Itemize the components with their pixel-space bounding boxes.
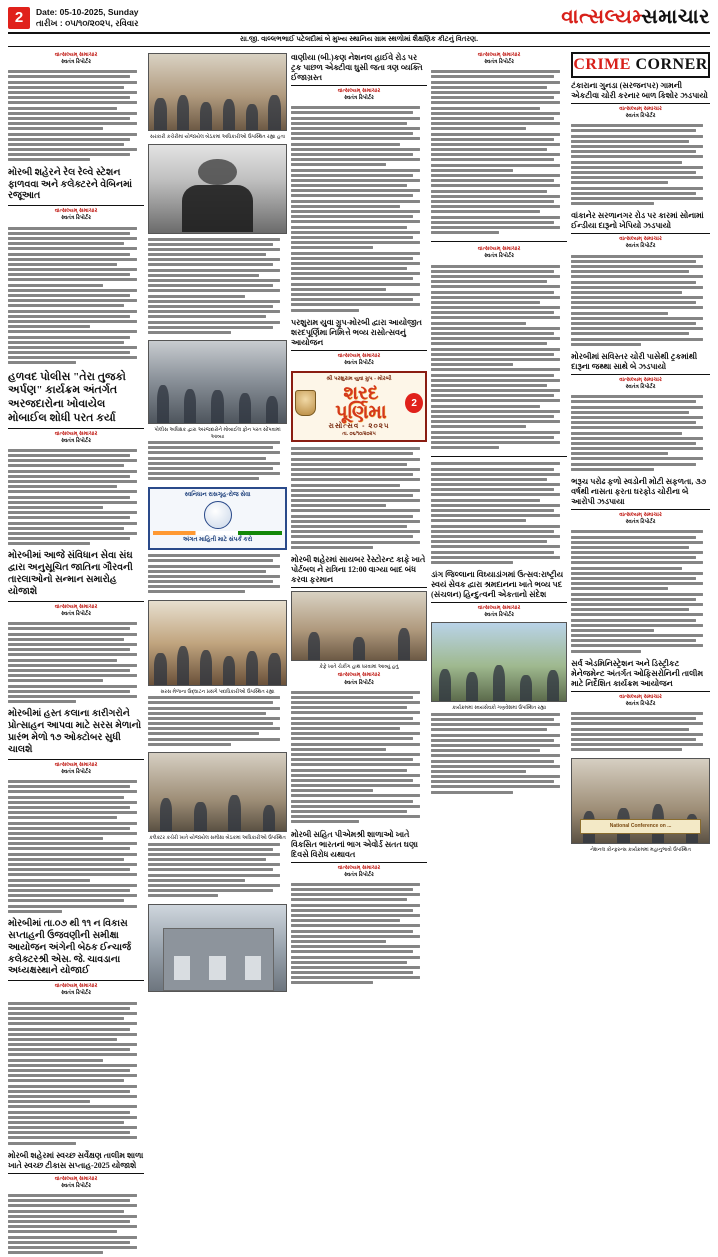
page-number: 2 [8, 7, 30, 29]
byline-line1: વાત્સલ્યમ્ સમાચાર [54, 52, 98, 58]
photo-figure [184, 389, 196, 423]
byline-line2: સ્વતંત્ર રિપોર્ટર [344, 95, 374, 102]
article-headline: મોરબી શહેરને રેલ રેલ્વે સ્ટેશન ફાળવવા અને કલેક્ટરને વેબિનમાં રજૂઆત [8, 168, 144, 207]
photo-figure [466, 672, 478, 701]
temple-icon [295, 390, 317, 416]
photo-caption: કેફે ખાતે ચેકીંગ હાથ ધરવામાં આવ્યું હતું [319, 663, 399, 670]
byline-line1: વાત્સલ્યમ્ સમાચાર [54, 1175, 98, 1182]
article-headline: મોરબીમાં સવિસ્તર ચોરી પાસેથી ટ્રકમાંથી દારૂના જથ્થા સાથે બે ઝડપાયો [571, 352, 710, 375]
title-main: વાત્સલ્યમ્ [561, 6, 642, 28]
byline-line1: વાત્સલ્યમ્ સમાચાર [337, 864, 381, 871]
article-body [431, 712, 567, 797]
photo-figure [493, 665, 505, 701]
byline [431, 605, 567, 619]
photo-caption: સરકારી કચેરીમાં યોજાયેલ બેઠકમાં અધિકારીઓ ઉપસ્થિત રહ્યા હતા [150, 134, 285, 140]
strapline: રાા.જી. વાલ્લભભાઈ પટેલદીમાં બે મુખ્ય સ્થાનિય ગ્રામ સ્થળોમાં શૈક્ષણિક કીટનું વિતરણ. [8, 34, 710, 47]
byline-line2: સ્વતંત્ર રિપોર્ટર [344, 359, 374, 366]
article-body [291, 882, 427, 988]
article-body [148, 842, 287, 901]
byline-line2: સ્વતંત્ર રિપોર્ટર [625, 700, 656, 707]
article-headline: મોરબી શહેરમાં સાયબર રેસ્ટોરન્ટ કાફે ખાતે પોર્ટબલ ને રાત્રિના 12:00 વાગ્યા બાદ બંધ કરવા ફરમાન [291, 555, 427, 588]
byline-line1: વાત્સલ્યમ્ સમાચાર [619, 512, 662, 519]
byline-line2: સ્વતંત્ર રિપોર્ટર [625, 519, 656, 526]
conference-banner: National Conference on ... [580, 819, 700, 834]
byline [8, 431, 144, 445]
article-body [571, 394, 710, 474]
ad-date: તા. ૦૬/૧૦/૨૦૨૫ [342, 431, 376, 438]
photo-caption: કલેક્ટર કચેરી ખાતે યોજાયેલ સમીક્ષા બેઠકમાં અધિકારીઓ ઉપસ્થિત [149, 835, 286, 842]
byline-line1: વાત્સલ્યમ્ સમાચાર [477, 52, 521, 58]
photo-figures [149, 86, 286, 130]
poster-title: સ્વનિધાન રાસગૃહ-રોજ સેવા [184, 491, 251, 498]
column-3 [291, 50, 427, 1005]
column-5 [571, 50, 710, 1005]
byline-line2: સ્વતંત્ર રિપોર્ટર [625, 384, 656, 391]
article-body [148, 553, 287, 597]
article-body [8, 226, 144, 368]
article-body [571, 123, 710, 208]
byline-line2: સ્વતંત્ર રિપોર્ટર [625, 113, 656, 120]
byline-line2: સ્વતંત્ર રિપોર્ટર [61, 1182, 91, 1189]
article-body [571, 711, 710, 755]
article-headline: ભરૂચ પરોઢ ફળો સ્વડોની મોટી સફળતા, ૩૭ વર્ષથી નાસતા ફરતા ઘરફોડ ચોરીના બે આરોપી ઝડપાયા [571, 477, 710, 510]
article-body [148, 695, 287, 749]
byline [8, 762, 144, 776]
ad-row [295, 383, 423, 423]
article-headline: પરશુરામ યુવા ગ્રુપ-મોરબી દ્વારા આયોજીત શરદપૂર્ણિમા નિમિત્તે ભવ્ય રાસોત્સવનું આયોજન [291, 318, 427, 351]
photo-caption: સરસ મેળાના ઉદ્ઘાટન પ્રસંગે પદાધિકારીઓ ઉપસ્થિત રહ્યા [160, 688, 275, 695]
photo-figure [194, 802, 206, 831]
byline [291, 353, 427, 367]
byline-line1: વાત્સલ્યમ્ સમાચાર [337, 672, 381, 679]
article-body [291, 690, 427, 827]
byline [571, 512, 710, 526]
article-body [291, 446, 427, 552]
ad-top-line: શ્રી પરશુરામ યુવા ગ્રુપ - મોરબી [326, 376, 392, 383]
divider [431, 241, 567, 242]
byline-line2: સ્વતંત્ર રિપોર્ટર [61, 611, 91, 618]
column-4 [431, 50, 567, 1005]
masthead [8, 6, 710, 34]
article-body [8, 448, 144, 549]
photo-figure [246, 104, 258, 130]
byline-line1: વાત્સલ્યમ્ સમાચાર [54, 430, 98, 437]
article-body [8, 69, 144, 164]
photo-figure [211, 390, 223, 423]
photo-figure [266, 396, 278, 424]
article-headline: મોરબી શહેરમાં સ્વચ્છ સર્વેક્ષણ તાલીમ શાળા ખાતે સ્વચ્છ ટીકાસ સપ્તાહ-2025 યોજાશે [8, 1151, 144, 1174]
photo-figure [239, 393, 251, 423]
article-body [571, 254, 710, 349]
photo-figure [177, 95, 189, 130]
article-headline: હળવદ પોલીસ "તેરા તુજકો અર્પણ" કાર્યક્રમ અંતર્ગત અરજદારોના ખોવાયેલ મોબાઈલ શોધી પરત કર્યા [8, 371, 144, 429]
byline [8, 604, 144, 618]
photo-caption: કાર્યક્રમમાં સ્વયંસેવકો ગણવેશમાં ઉપસ્થિત રહ્યા [452, 705, 547, 712]
article-photo-portrait [148, 144, 287, 234]
column-grid [8, 50, 710, 1189]
byline-line2: સ્વતંત્ર રિપોર્ટર [61, 990, 91, 997]
photo-figure [520, 675, 532, 701]
column-1 [8, 50, 144, 1189]
byline-line2: સ્વતંત્ર રિપોર્ટર [484, 59, 514, 66]
article-headline: મોરબીમાં આજે સંવિધાન સેવા સંઘ દ્વારા અનુસૂચિત જાતિના ગૌરવની તારલાઓનો સન્માન સમારોહ યોજાશે [8, 551, 144, 602]
newspaper-title [561, 6, 710, 29]
title-sub: સમાચાર [641, 6, 710, 28]
byline-line2: સ્વતંત્ર રિપોર્ટર [61, 215, 91, 222]
byline-line1: વાત્સલ્યમ્ સમાચાર [337, 352, 381, 359]
photo-figures [432, 656, 566, 701]
advertisement [291, 371, 427, 442]
byline-line1: વાત્સલ્યમ્ સમાચાર [619, 376, 662, 383]
tricolor-strip [153, 531, 282, 535]
photo-figure [200, 650, 212, 685]
crime-label-red: CRIME [573, 56, 631, 73]
article-headline: વાંકાનેર સરળાનગર રોડ પર કારમાં સોનામાં ઈન્ડીયા દારૂનો ખેપિયો ઝડપાયો [571, 211, 710, 234]
byline-line2: સ્વતંત્ર રિપોર્ટર [344, 871, 374, 878]
article-photo-building [148, 904, 287, 992]
divider [431, 456, 567, 457]
article-body [8, 1193, 144, 1257]
article-body [431, 461, 567, 567]
article-body [148, 237, 287, 338]
article-body [8, 1001, 144, 1148]
photo-figure [547, 670, 559, 702]
photo-figure [157, 385, 169, 423]
article-headline: ટંકારાના ગુનડા (સરજનપર) ગામની એકટીવા ચોરી કરનાર બાળ કિશોર ઝડપાયો [571, 81, 710, 104]
date-english: Date: 05-10-2025, Sunday [36, 6, 139, 17]
article-body [291, 105, 427, 315]
byline [8, 983, 144, 997]
photo-figure [398, 628, 410, 660]
byline-line2: સ્વતંત્ર રિપોર્ટર [625, 243, 656, 250]
byline [571, 236, 710, 250]
byline-line1: વાત્સલ્યમ્ સમાચાર [619, 693, 662, 700]
photo-figure [268, 653, 280, 684]
byline [431, 52, 567, 66]
article-body [431, 69, 567, 237]
byline [431, 246, 567, 260]
article-body [8, 779, 144, 916]
crime-label-black: CORNER [630, 56, 708, 73]
byline-line1: વાત્સલ્યમ્ સમાચાર [477, 605, 521, 612]
article-headline: મોરબીમાં હસ્ત કલાના કારીગરોને પ્રોત્સાહન આપવા માટે સરસ મેળાનો પ્રારંભ મેળો ૧૭ ઓક્ટોબર સુધી ચાલશે [8, 709, 144, 760]
article-photo [148, 600, 287, 686]
article-headline: મોરબી સહિત પીએમશ્રી શાળાઓ ખાતે વિકસિત ભારતનાં ભાગ એવોર્ડ સતત ઘણા દિવસે વિરોધ યથાવત [291, 830, 427, 863]
photo-figure [200, 102, 212, 130]
article-photo [291, 591, 427, 661]
photo-figures [149, 786, 286, 831]
photo-caption: નેશનલ કોન્ફરન્સ કાર્યક્રમમાં મહાનુભાવો ઉપસ્થિત [590, 846, 691, 853]
crime-corner-header [571, 52, 710, 78]
article-photo [148, 53, 287, 131]
byline-line1: વાત્સલ્યમ્ સમાચાર [54, 208, 98, 215]
byline-line2: સ્વતંત્ર રિપોર્ટર [484, 612, 514, 619]
byline-line1: વાત્સલ્યમ્ સમાચાર [54, 761, 98, 768]
article-photo [148, 340, 287, 424]
article-photo [148, 752, 287, 832]
photo-figures [149, 636, 286, 685]
article-headline: સર્વ એડમિનિસ્ટ્રેશન અને ડિસ્ટ્રીકટ મેનેજમેન્ટ અંતર્ગત ઓફિસરોનિની તાલીમ માટે નિર્દેશિત કાર્યક્રમ આયોજન [571, 659, 710, 692]
byline [8, 1176, 144, 1190]
byline-line1: વાત્સલ્યમ્ સમાચાર [54, 603, 98, 610]
article-headline: મોરબીમાં તા.૦૭ થી ૧૧ ન વિકાસ સપ્તાહની ઉજવણીની સમીક્ષા આયોજન અંગેની બેઠક ઈન્ચાર્જ કલેક્ટરશ્રી એસ. જે. ચાવડાના અધ્યક્ષસ્થાને યોજાઈ [8, 919, 144, 981]
photo-figures [149, 376, 286, 424]
ad-title: શરદ પૂર્ણિમા [335, 383, 387, 424]
article-photo-conference [571, 758, 710, 844]
article-photo [431, 622, 567, 702]
byline [291, 672, 427, 686]
masthead-left [8, 7, 139, 29]
article-body [148, 440, 287, 484]
photo-figure [263, 805, 275, 831]
photo-figure [228, 795, 240, 831]
byline [8, 208, 144, 222]
byline [571, 694, 710, 708]
photo-figure [353, 637, 365, 660]
byline [291, 865, 427, 879]
column-2 [148, 50, 287, 1005]
byline-line2: સ્વતંત્ર રિપોર્ટર [61, 437, 91, 444]
byline [571, 106, 710, 120]
article-body [431, 264, 567, 453]
byline-line2: સ્વતંત્ર રિપોર્ટર [344, 679, 374, 686]
byline [291, 88, 427, 102]
ad-subtitle: રાસોત્સવ - ૨૦૨૫ [328, 423, 390, 431]
photo-figures [292, 621, 426, 660]
ad-badge: 2 [405, 393, 423, 413]
photo-figure [223, 99, 235, 130]
article-body [571, 529, 710, 656]
photo-caption: પોલીસ અધિક્ષક દ્વારા અરજદારોને મોબાઈલ ફોન પરત સોંપવામાં આવ્યા [154, 427, 281, 440]
photo-figure [154, 98, 166, 130]
photo-figure [308, 632, 320, 660]
byline-line1: વાત્સલ્યમ્ સમાચાર [619, 106, 662, 112]
article-headline: વાણીયા (બી.)કણ નેશનલ હાઈવે રોડ પર ટ્રક પાછળ એક્ટીવા ઘુસી જતા ત્રણ વ્યક્તિ ઈજાગ્રસ્ત [291, 53, 427, 86]
article-body [8, 621, 144, 706]
event-poster [148, 487, 287, 551]
byline-line1: વાત્સલ્યમ્ સમાચાર [54, 983, 98, 990]
byline [8, 52, 144, 66]
byline-line2: સ્વતંત્ર રિપોર્ટર [484, 253, 514, 260]
photo-figure [246, 651, 258, 685]
byline-line2: સ્વતંત્ર રિપોર્ટર [61, 59, 91, 66]
photo-figure [223, 656, 235, 684]
byline-line2: સ્વતંત્ર રિપોર્ટર [61, 768, 91, 775]
article-headline: ડાંગ જિલ્લાના વિઘ્યાડાંગમાં ઉત્સવ:રાષ્ટ્રીય સ્વયં સેવક દ્વારા શ્રમદાનના ખાતે ભવ્ય પદ (સંચલન) હિન્દુત્વની એકતાનો સંદેશ [431, 570, 567, 603]
byline [571, 377, 710, 391]
photo-figure [268, 95, 280, 130]
masthead-dates [36, 7, 139, 28]
photo-figure [154, 653, 166, 684]
byline-line1: વાત્સલ્યમ્ સમાચાર [337, 88, 381, 94]
byline-line1: વાત્સલ્યમ્ સમાચાર [619, 236, 662, 243]
photo-figure [177, 646, 189, 685]
photo-figure [160, 798, 172, 831]
byline-line1: વાત્સલ્યમ્ સમાચાર [477, 246, 521, 253]
poster-note: અંગત માહિતી માટે સંપર્ક કરો [182, 537, 253, 544]
photo-figure [439, 669, 451, 702]
poster-seal-icon [204, 501, 232, 529]
date-gujarati: તારીખ : ૦૫/૧૦/૨૦૨૫, રવિવાર [36, 17, 139, 28]
